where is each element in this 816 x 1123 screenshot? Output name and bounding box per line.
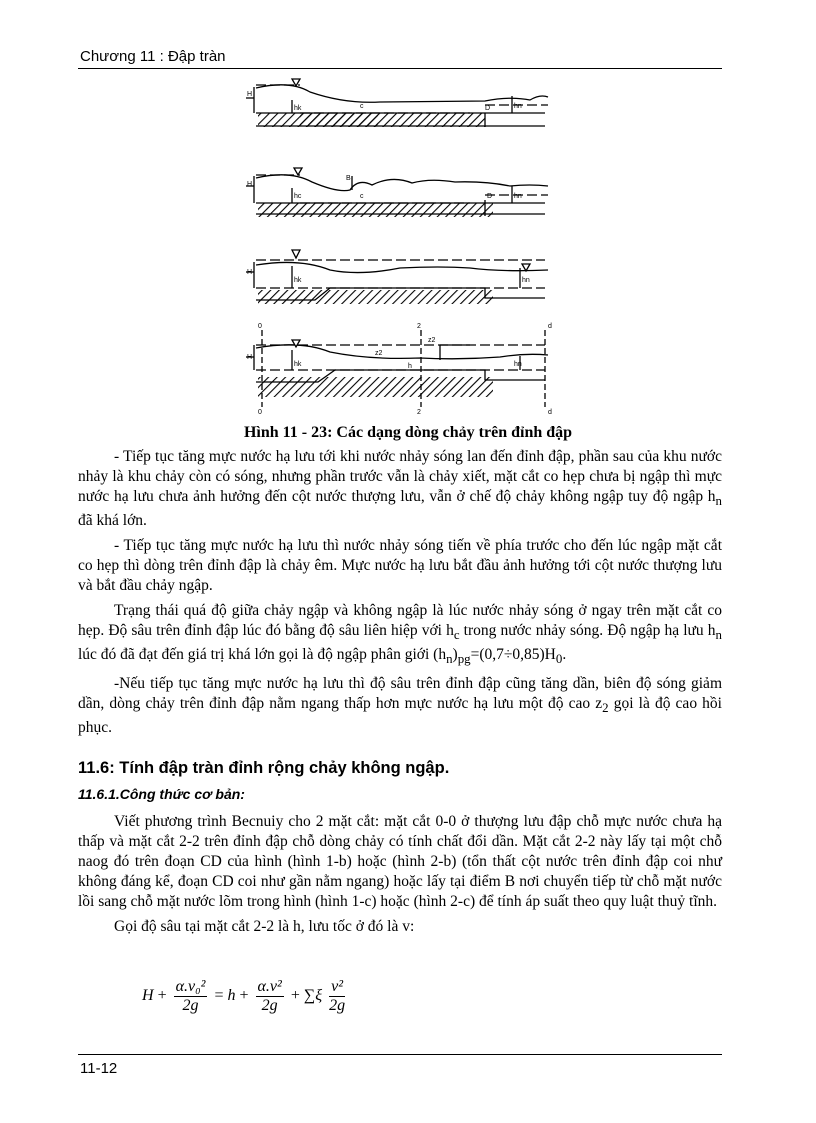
panel-c bbox=[246, 250, 548, 304]
label-c-b: c bbox=[360, 193, 364, 200]
label-z2-d: z2 bbox=[375, 350, 383, 357]
label-D-b: D bbox=[487, 193, 493, 200]
label-H-b: H bbox=[247, 181, 253, 188]
page-header: Chương 11 : Đập tràn bbox=[80, 48, 226, 65]
bernoulli-equation: H + $\frac{\text{α.v₀²}}{2g}$ = h + $\frac{\text{α.v²}}{2g}$ + ∑ξ $\frac{\text{v²}}{2g}$ bbox=[142, 978, 346, 1014]
footer-rule bbox=[78, 1054, 722, 1055]
page-number: 11-12 bbox=[80, 1060, 118, 1077]
body-text-lower bbox=[78, 812, 722, 942]
label-hn-d: hn bbox=[514, 361, 522, 368]
panel-d bbox=[246, 330, 548, 407]
label-D-a: D bbox=[485, 105, 491, 112]
label-z-d: z2 bbox=[428, 337, 436, 344]
label-H-a: H bbox=[247, 91, 253, 98]
label-0-bot: 0 bbox=[258, 409, 262, 416]
label-B-b: B bbox=[346, 175, 351, 182]
label-hk-d: hk bbox=[294, 361, 302, 368]
body-text-upper bbox=[78, 447, 722, 743]
paragraph-2: - Tiếp tục tăng mực nước hạ lưu thì nước nhảy sóng tiến về phía trước cho đến lúc ngập mặt cắt co hẹp thì dòng trên đỉnh đập là chảy êm. Mực nước hạ lưu bắt đầu ảnh hưởng tới cột nước thượng lưu và bắt đầu chảy ngập. bbox=[78, 537, 722, 595]
label-hn-c: hn bbox=[522, 277, 530, 284]
label-hn-a: hn bbox=[514, 103, 522, 110]
subsection-heading: 11.6.1.Công thức cơ bản: bbox=[78, 786, 245, 802]
label-2-top: 2 bbox=[417, 323, 421, 330]
label-0-top: 0 bbox=[258, 323, 262, 330]
label-hk-a: hk bbox=[294, 105, 302, 112]
flow-regime-figure bbox=[0, 0, 816, 440]
label-hc-b: hc bbox=[294, 193, 302, 200]
label-c-a: c bbox=[360, 103, 364, 110]
label-H-d: H bbox=[247, 354, 253, 361]
label-h-d: h bbox=[408, 363, 412, 370]
paragraph-6: Gọi độ sâu tại mặt cắt 2-2 là h, lưu tốc ở đó là v: bbox=[114, 918, 415, 935]
paragraph-1: - Tiếp tục tăng mực nước hạ lưu tới khi nước nhảy sóng lan đến đỉnh đập, phần sau của khu nước nhảy là khu chảy còn có sóng, nhưng phần trước vẫn là chảy xiết, mặt cắt co hẹp chưa bị ngập thì mực nước hạ lưu chưa ảnh hưởng đến cột nước thượng lưu, vẫn ở chế độ chảy không ngập tuy độ ngập $h_n$ đã khá lớn. bbox=[78, 448, 722, 530]
paragraph-3: Trạng thái quá độ giữa chảy ngập và không ngập là lúc nước nhảy sóng ở ngay trên mặt cắt co hẹp. Độ sâu trên đỉnh đập lúc đó bằng độ sâu liên hiệp với $h_c$ trong nước nhảy sóng. Độ ngập hạ lưu $h_n$ lúc đó đã đạt đến giá trị khá lớn gọi là độ ngập phân giới $(h_n)_{pg}=(0,7\div 0,85)H_0$. bbox=[78, 602, 722, 667]
paragraph-4: -Nếu tiếp tục tăng mực nước hạ lưu thì độ sâu trên đỉnh đập cũng tăng dần, biên độ sóng giảm dần, dòng chảy trên đỉnh đập nằm ngang thấp hơn mực nước hạ lưu một độ cao $z_2$ gọi là độ cao hồi phục. bbox=[78, 675, 722, 737]
label-d-top: d bbox=[548, 323, 552, 330]
panel-a bbox=[246, 79, 548, 127]
label-hn-b: hn bbox=[514, 193, 522, 200]
label-2-bot: 2 bbox=[417, 409, 421, 416]
label-H-c: H bbox=[247, 269, 253, 276]
label-d-bot: d bbox=[548, 409, 552, 416]
panel-b bbox=[246, 168, 548, 217]
label-hk-c: hk bbox=[294, 277, 302, 284]
paragraph-5: Viết phương trình Becnuiy cho 2 mặt cắt: mặt cắt 0-0 ở thượng lưu đập chỗ mực nước chưa hạ thấp và mặt cắt 2-2 trên đỉnh đập chỗ dòng chảy có tính chất đổi dần. Mặt cắt 2-2 này lấy tại một chỗ naog đó trên đoạn CD của hình (hình 1-b) hoặc (hình 2-b) (tổn thất cột nước trên đỉnh đập coi như không đáng kể, đoạn CD coi như gần nằm ngang) hoặc lấy tại điểm B nơi chuyển tiếp từ chỗ mặt nước lồi sang chỗ mặt nước lõm trong hình (hình 1-c) hoặc (hình 2-c) để tính áp suất theo quy luật thuỷ tĩnh. bbox=[78, 813, 722, 910]
figure-caption: Hình 11 - 23: Các dạng dòng chảy trên đỉnh đập bbox=[243, 424, 573, 441]
section-heading: 11.6: Tính đập tràn đỉnh rộng chảy không ngập. bbox=[78, 759, 450, 777]
